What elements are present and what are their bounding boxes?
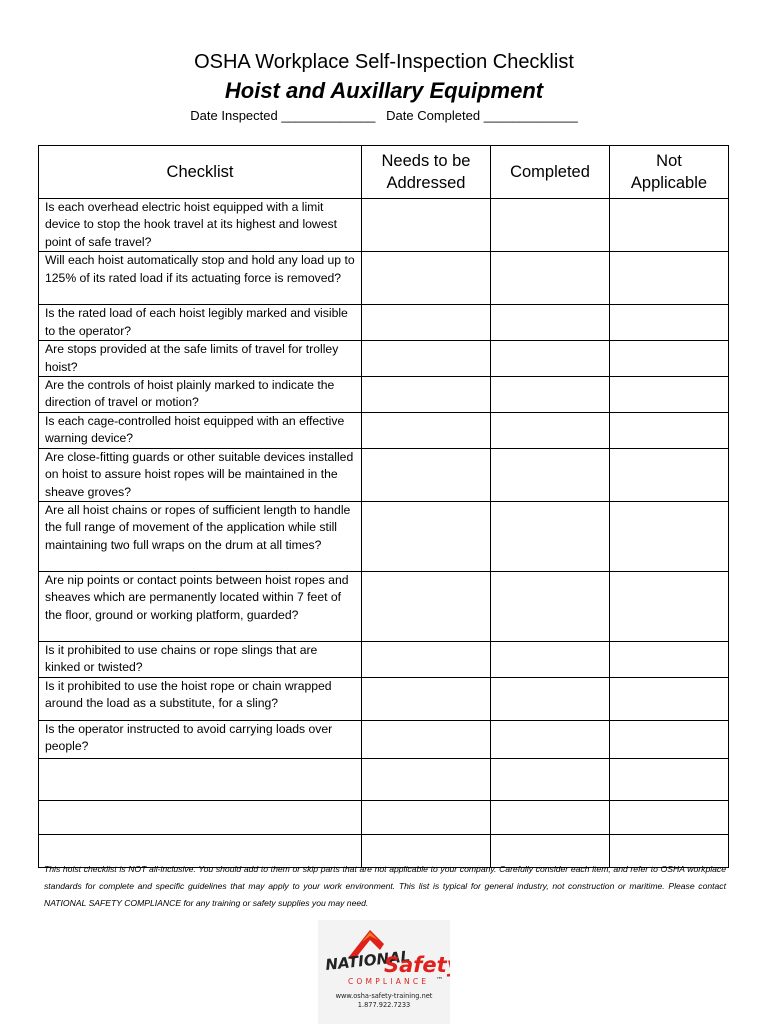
logo-word-safety: Safet: [384, 953, 447, 977]
table-row: [39, 642, 729, 678]
checklist-question: Will each hoist automatically stop and hold any load up to 125% of its rated load if its actuating force is removed?: [39, 252, 362, 305]
logo-phone: 1.877.922.7233: [357, 1001, 411, 1009]
table-row: [39, 720, 729, 758]
checklist-question: Are all hoist chains or ropes of sufficient length to handle the full range of movement of the application while still maintaining two full wraps on the drum at all times?: [39, 502, 362, 572]
checklist-question: Is each cage-controlled hoist equipped with an effective warning device?: [39, 413, 362, 449]
disclaimer-text: This hoist checklist is NOT all-inclusive. You should add to them or skip parts that are not applicable to your company. Carefully consider each item, and refer to OSHA workplace standards for complete and specific guidelines that may apply to your work environment. This list is typical for general industry, not construction or maritime. Please contact NATIONAL SAFETY COMPLIANCE for any training or safety supplies you may need.: [44, 864, 726, 908]
checklist-question: Are close-fitting guards or other suitable devices installed on hoist to assure hoist ropes will be maintained in the sheave groves?: [39, 448, 362, 501]
not-applicable-cell[interactable]: [610, 341, 729, 377]
column-header-needs-line1: Needs to be: [381, 152, 471, 170]
not-applicable-cell[interactable]: [610, 758, 729, 800]
not-applicable-cell[interactable]: [610, 199, 729, 252]
column-header-checklist: Checklist: [39, 146, 362, 199]
completed-cell[interactable]: [491, 800, 610, 834]
completed-cell[interactable]: [491, 502, 610, 572]
not-applicable-cell[interactable]: [610, 413, 729, 449]
table-row: [39, 448, 729, 501]
needs-addressed-cell[interactable]: [362, 677, 491, 720]
needs-addressed-cell[interactable]: [362, 758, 491, 800]
checklist-question: [39, 758, 362, 800]
table-header-row: [39, 146, 729, 199]
date-fields: Date Inspected _____________ Date Completed _____________: [190, 108, 578, 123]
needs-addressed-cell[interactable]: [362, 252, 491, 305]
completed-cell[interactable]: [491, 377, 610, 413]
table-row: [39, 677, 729, 720]
completed-cell[interactable]: [491, 413, 610, 449]
not-applicable-cell[interactable]: [610, 448, 729, 501]
not-applicable-cell[interactable]: [610, 502, 729, 572]
needs-addressed-cell[interactable]: [362, 413, 491, 449]
table-row: [39, 800, 729, 834]
needs-addressed-cell[interactable]: [362, 448, 491, 501]
completed-cell[interactable]: [491, 572, 610, 642]
not-applicable-cell[interactable]: [610, 720, 729, 758]
not-applicable-cell[interactable]: [610, 572, 729, 642]
needs-addressed-cell[interactable]: [362, 642, 491, 678]
not-applicable-cell[interactable]: [610, 305, 729, 341]
completed-cell[interactable]: [491, 305, 610, 341]
needs-addressed-cell[interactable]: [362, 377, 491, 413]
needs-addressed-cell[interactable]: [362, 800, 491, 834]
needs-addressed-cell[interactable]: [362, 305, 491, 341]
needs-addressed-cell[interactable]: [362, 502, 491, 572]
page-title: OSHA Workplace Self-Inspection Checklist: [194, 51, 574, 73]
column-header-needs-line2: Addressed: [386, 174, 466, 192]
column-header-completed: Completed: [491, 146, 610, 199]
not-applicable-cell[interactable]: [610, 252, 729, 305]
table-row: [39, 413, 729, 449]
checklist-table: [38, 145, 729, 868]
checklist-question: Is the rated load of each hoist legibly marked and visible to the operator?: [39, 305, 362, 341]
checklist-question: [39, 800, 362, 834]
completed-cell[interactable]: [491, 448, 610, 501]
column-header-needs-addressed: [362, 146, 491, 199]
needs-addressed-cell[interactable]: [362, 572, 491, 642]
checklist-question: Is it prohibited to use the hoist rope or chain wrapped around the load as a substitute, for a sling?: [39, 677, 362, 720]
completed-cell[interactable]: [491, 341, 610, 377]
logo-trademark: ™: [436, 976, 443, 984]
flame-roof-icon: [318, 920, 450, 1024]
table-row: [39, 572, 729, 642]
column-header-not-applicable: [610, 146, 729, 199]
needs-addressed-cell[interactable]: [362, 199, 491, 252]
needs-addressed-cell[interactable]: [362, 341, 491, 377]
checklist-question: Is it prohibited to use chains or rope slings that are kinked or twisted?: [39, 642, 362, 678]
table-row: [39, 252, 729, 305]
completed-cell[interactable]: [491, 199, 610, 252]
checklist-question: Are stops provided at the safe limits of travel for trolley hoist?: [39, 341, 362, 377]
completed-cell[interactable]: [491, 677, 610, 720]
completed-cell[interactable]: [491, 252, 610, 305]
logo-url: www.osha-safety-training.net: [335, 992, 433, 1000]
checklist-question: Is the operator instructed to avoid carrying loads over people?: [39, 720, 362, 758]
completed-cell[interactable]: [491, 720, 610, 758]
checklist-question: Are nip points or contact points between hoist ropes and sheaves which are permanently located within 7 feet of the floor, ground or working platform, guarded?: [39, 572, 362, 642]
national-safety-logo: [318, 920, 450, 1024]
table-row: [39, 758, 729, 800]
logo-word-national: NATIONAL: [324, 947, 411, 974]
table-row: [39, 377, 729, 413]
not-applicable-cell[interactable]: [610, 642, 729, 678]
table-row: [39, 199, 729, 252]
needs-addressed-cell[interactable]: [362, 720, 491, 758]
completed-cell[interactable]: [491, 642, 610, 678]
not-applicable-cell[interactable]: [610, 677, 729, 720]
logo-word-compliance: COMPLIANCE: [348, 977, 430, 986]
column-header-na-line2: Applicable: [630, 174, 708, 192]
table-row: [39, 502, 729, 572]
page-subtitle: Hoist and Auxillary Equipment: [224, 78, 544, 103]
completed-cell[interactable]: [491, 758, 610, 800]
checklist-question: Are the controls of hoist plainly marked to indicate the direction of travel or motion?: [39, 377, 362, 413]
table-row: [39, 341, 729, 377]
column-header-na-line1: Not: [656, 152, 682, 170]
not-applicable-cell[interactable]: [610, 377, 729, 413]
checklist-question: Is each overhead electric hoist equipped with a limit device to stop the hook travel at its highest and lowest point of safe travel?: [39, 199, 362, 252]
table-row: [39, 305, 729, 341]
not-applicable-cell[interactable]: [610, 800, 729, 834]
